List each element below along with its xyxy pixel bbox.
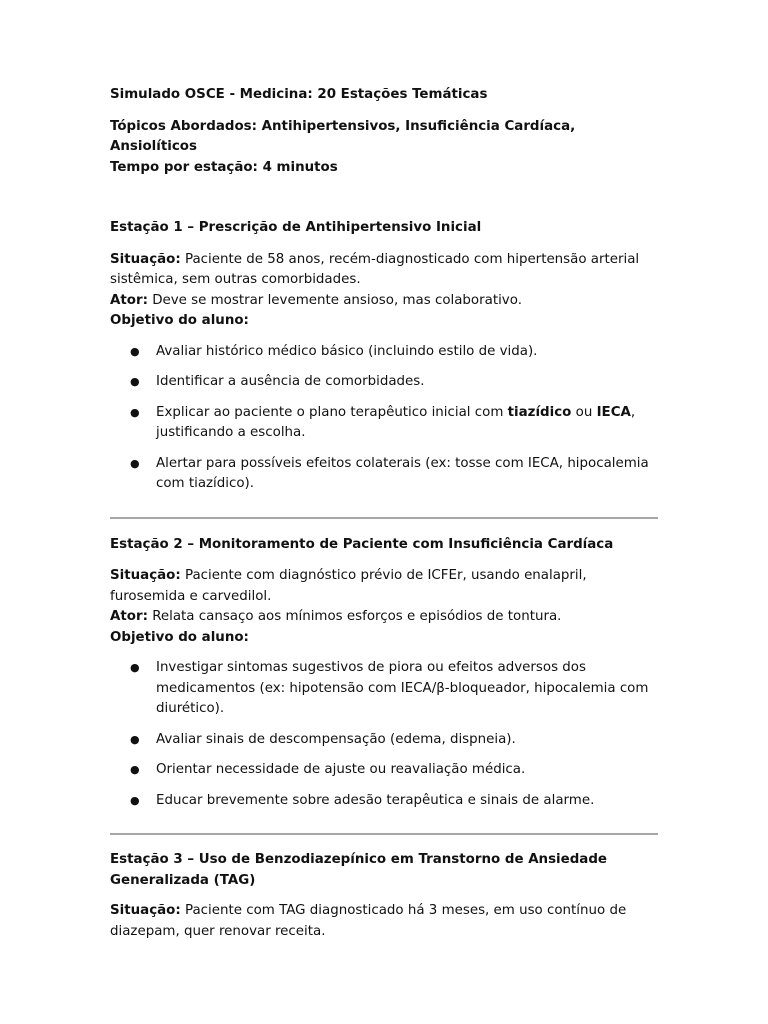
section-divider xyxy=(110,833,658,835)
actor-label: Ator: xyxy=(110,292,148,308)
drug-class-ieca: IECA xyxy=(596,404,631,420)
station-2-situation xyxy=(110,566,658,607)
list-item xyxy=(110,791,658,812)
station-3-body xyxy=(110,901,658,942)
bullet-icon: ● xyxy=(130,405,140,419)
list-item-text: Identificar a ausência de comorbidades. xyxy=(156,374,425,389)
section-divider xyxy=(110,517,658,519)
list-item xyxy=(110,372,658,393)
station-1-situation xyxy=(110,250,658,291)
bullet-icon: ● xyxy=(130,763,140,776)
drug-class-tiazidico: tiazídico xyxy=(507,404,572,420)
list-item-text: Alertar para possíveis efeitos colaterais (ex: tosse com IECA, hipocalemia com tiazídico). xyxy=(156,455,649,491)
station-2-title: Estação 2 – Monitoramento de Paciente com Insuficiência Cardíaca xyxy=(110,536,614,552)
station-3 xyxy=(110,850,658,942)
list-item xyxy=(110,730,658,751)
station-1-body xyxy=(110,250,658,332)
station-1-title: Estação 1 – Prescrição de Antihipertensivo Inicial xyxy=(110,220,482,235)
list-item-text-mid: ou xyxy=(571,404,597,420)
list-item xyxy=(110,403,658,444)
station-3-situation xyxy=(110,901,658,942)
bullet-icon: ● xyxy=(130,793,140,807)
list-item-text: Investigar sintomas sugestivos de piora ou efeitos adversos dos medicamentos (ex: hipotensão com IECA/β-bloqueador, hipocalemia com diurético). xyxy=(156,660,649,716)
station-2-situation-text: Paciente com diagnóstico prévio de ICFEr, usando enalapril, furosemida e carvedilol. xyxy=(110,568,587,604)
list-item xyxy=(110,658,658,720)
bullet-icon: ● xyxy=(130,375,140,388)
bullet-icon: ● xyxy=(130,661,140,674)
bullet-icon: ● xyxy=(130,732,140,746)
document-title: Simulado OSCE - Medicina: 20 Estações Temáticas xyxy=(110,87,488,102)
station-2-actor-text: Relata cansaço aos mínimos esforços e episódios de tontura. xyxy=(147,609,562,624)
bullet-icon: ● xyxy=(130,344,140,358)
station-2-objective-label: Objetivo do aluno: xyxy=(110,629,249,645)
station-1-objectives-list xyxy=(110,342,658,495)
list-item-text: Avaliar sinais de descompensação (edema, dispneia). xyxy=(156,731,516,747)
situation-label: Situação: xyxy=(110,568,181,583)
list-item xyxy=(110,454,658,495)
station-1-actor-text: Deve se mostrar levemente ansioso, mas colaborativo. xyxy=(147,292,522,308)
document-header-info xyxy=(110,117,658,179)
station-1-actor xyxy=(110,291,658,312)
station-2-body xyxy=(110,566,658,648)
station-1-objective-label: Objetivo do aluno: xyxy=(110,313,249,328)
station-2-actor xyxy=(110,607,658,628)
station-1 xyxy=(110,218,658,495)
list-item-text: Avaliar histórico médico básico (incluindo estilo de vida). xyxy=(156,343,538,359)
list-item xyxy=(110,342,658,363)
list-item-text-pre: Explicar ao paciente o plano terapêutico inicial com xyxy=(156,404,508,420)
station-2 xyxy=(110,535,658,812)
station-1-situation-text: Paciente de 58 anos, recém-diagnosticado com hipertensão arterial sistêmica, sem outras comorbidades. xyxy=(110,251,640,287)
list-item-text-post: , justificando a escolha. xyxy=(156,404,636,440)
list-item-text: Educar brevemente sobre adesão terapêutica e sinais de alarme. xyxy=(156,792,595,808)
situation-label: Situação: xyxy=(110,251,181,267)
time-per-station-line: Tempo por estação: 4 minutos xyxy=(110,159,338,175)
bullet-icon: ● xyxy=(130,456,140,470)
station-3-title: Estação 3 – Uso de Benzodiazepínico em Transtorno de Ansiedade Generalizada (TAG) xyxy=(110,852,608,888)
station-3-situation-text: Paciente com TAG diagnosticado há 3 meses, em uso contínuo de diazepam, quer renovar receita. xyxy=(110,903,627,939)
station-2-objectives-list xyxy=(110,658,658,811)
situation-label: Situação: xyxy=(110,903,181,918)
document-page xyxy=(110,85,658,942)
list-item xyxy=(110,760,658,781)
list-item-text: Orientar necessidade de ajuste ou reavaliação médica. xyxy=(156,762,526,777)
topics-line: Tópicos Abordados: Antihipertensivos, Insuficiência Cardíaca, Ansiolíticos xyxy=(110,118,576,154)
actor-label: Ator: xyxy=(110,609,148,624)
